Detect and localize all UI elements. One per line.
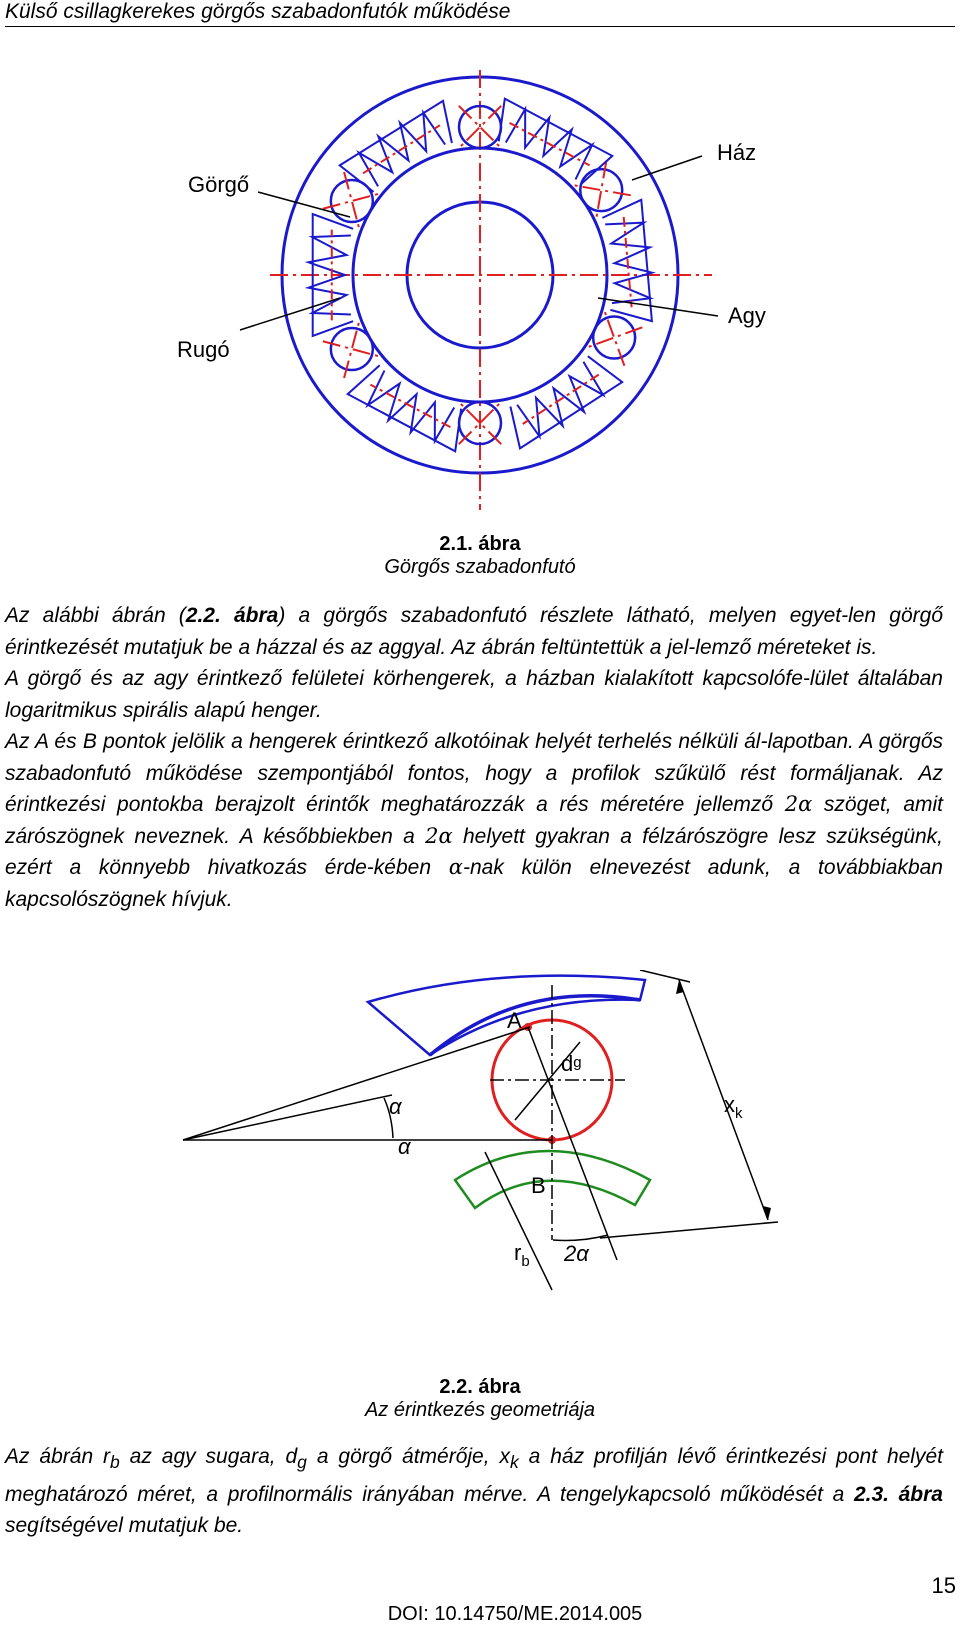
figure1-caption xyxy=(0,533,960,579)
p4-t2: az agy sugara, d xyxy=(119,1445,298,1468)
p4-t4: a ház profilján lévő érintkezési pont helyét meghatározó méret, a profilnormális irányában mérve. A tengelykapcsoló működését a xyxy=(5,1445,943,1506)
figure2-caption xyxy=(0,1376,960,1422)
label-xk: $x_k$ xyxy=(724,1092,743,1122)
paragraph-1 xyxy=(5,600,943,663)
p1-figure-ref[interactable]: 2.2. ábra xyxy=(185,604,279,627)
spring-axis xyxy=(510,123,590,166)
label-alpha-lower: α xyxy=(398,1134,411,1159)
running-header: Külső csillagkerekes görgős szabadonfutók működése xyxy=(5,0,955,27)
figure2-number: 2.2. ábra xyxy=(439,1376,521,1398)
p3-t3: helyett gyakran a félzárószögre lesz szükségünk, ezért a könnyebb hivatkozás érde-kében xyxy=(5,824,944,879)
p4-t3: a görgő átmérője, x xyxy=(306,1445,510,1468)
roller xyxy=(331,328,373,370)
label-point-A: A xyxy=(507,1008,522,1033)
tangent-line-A xyxy=(183,1027,530,1140)
footer-doi[interactable]: DOI: 10.14750/ME.2014.005 xyxy=(387,1603,643,1625)
label-haz: Ház xyxy=(717,140,757,165)
label-rugo: Rugó xyxy=(177,337,230,362)
p4-t5: segítségével mutatjuk be. xyxy=(5,1514,244,1538)
xk-extension-bottom xyxy=(600,1222,778,1238)
p4-figure-ref[interactable]: 2.3. ábra xyxy=(853,1482,943,1506)
label-gorgo: Görgő xyxy=(188,172,250,197)
figure2-title: Az érintkezés geometriája xyxy=(364,1399,596,1421)
two-alpha-arc xyxy=(553,1235,608,1240)
p1-text-b: ) a görgős szabadonfutó részlete látható, melyen egyet-len görgő érintkezését mutatjuk be a házzal és az aggyal. Az ábrán feltüntettük a jel-lemző méreteket is. xyxy=(5,604,943,659)
figure-contact-geometry xyxy=(0,970,960,1350)
label-alpha-upper: α xyxy=(389,1094,402,1119)
figure-roller-freewheel xyxy=(0,60,960,510)
figure1-number: 2.1. ábra xyxy=(439,533,521,555)
page-number: 15 xyxy=(931,1573,956,1598)
paragraph-2 xyxy=(5,663,943,726)
p3-sym-alpha: α xyxy=(448,855,463,879)
p2-text: A görgő és az agy érintkező felületei körhengerek, a házban kialakított kapcsolófe-lület általában logaritmikus spirális alapú henger. xyxy=(5,667,943,722)
paragraph-3 xyxy=(5,726,943,915)
p3-t1: Az A és B pontok jelölik a hengerek érintkező alkotóinak helyét terhelés nélküli ál-lapotban. A görgős szabadonfutó működése szempontjából fontos, hogy a profilok szűkülő rést formáljanak. Az érintkezési pontokba berajzolt érintők meghatározzák a rés méretére jellemző xyxy=(5,730,943,816)
contact-geometry-drawing xyxy=(183,970,778,1290)
spring-axis xyxy=(370,385,450,428)
label-two-alpha: 2α xyxy=(564,1241,589,1266)
p3-t2: szöget, amit zárószögnek neveznek. A későbbiekben a xyxy=(5,793,943,848)
freewheel-drawing xyxy=(270,70,712,510)
roller xyxy=(580,169,622,211)
angle-bisector xyxy=(183,1095,392,1140)
p4-t1: Az ábrán r xyxy=(5,1445,111,1468)
paragraph-4 xyxy=(5,1441,943,1542)
p1-text-a: Az alábbi ábrán ( xyxy=(5,604,186,627)
label-agy: Agy xyxy=(728,303,766,328)
roller xyxy=(593,317,635,359)
figure1-title: Görgős szabadonfutó xyxy=(384,556,576,578)
xk-extension-top xyxy=(640,970,690,982)
p3-sym-2alpha-1: 2α xyxy=(784,792,813,816)
p3-t4: -nak külön elnevezést adunk, a továbbiakban kapcsolószögnek hívjuk. xyxy=(5,856,943,911)
p4-sub-b: b xyxy=(110,1452,120,1473)
p3-sym-2alpha-2: 2α xyxy=(425,823,453,848)
label-dg: dg xyxy=(561,1051,582,1076)
label-point-B: B xyxy=(531,1173,546,1198)
label-rb: $r_b$ xyxy=(514,1240,530,1270)
p4-sub-k: k xyxy=(509,1452,519,1473)
p4-sub-g: g xyxy=(297,1452,307,1473)
